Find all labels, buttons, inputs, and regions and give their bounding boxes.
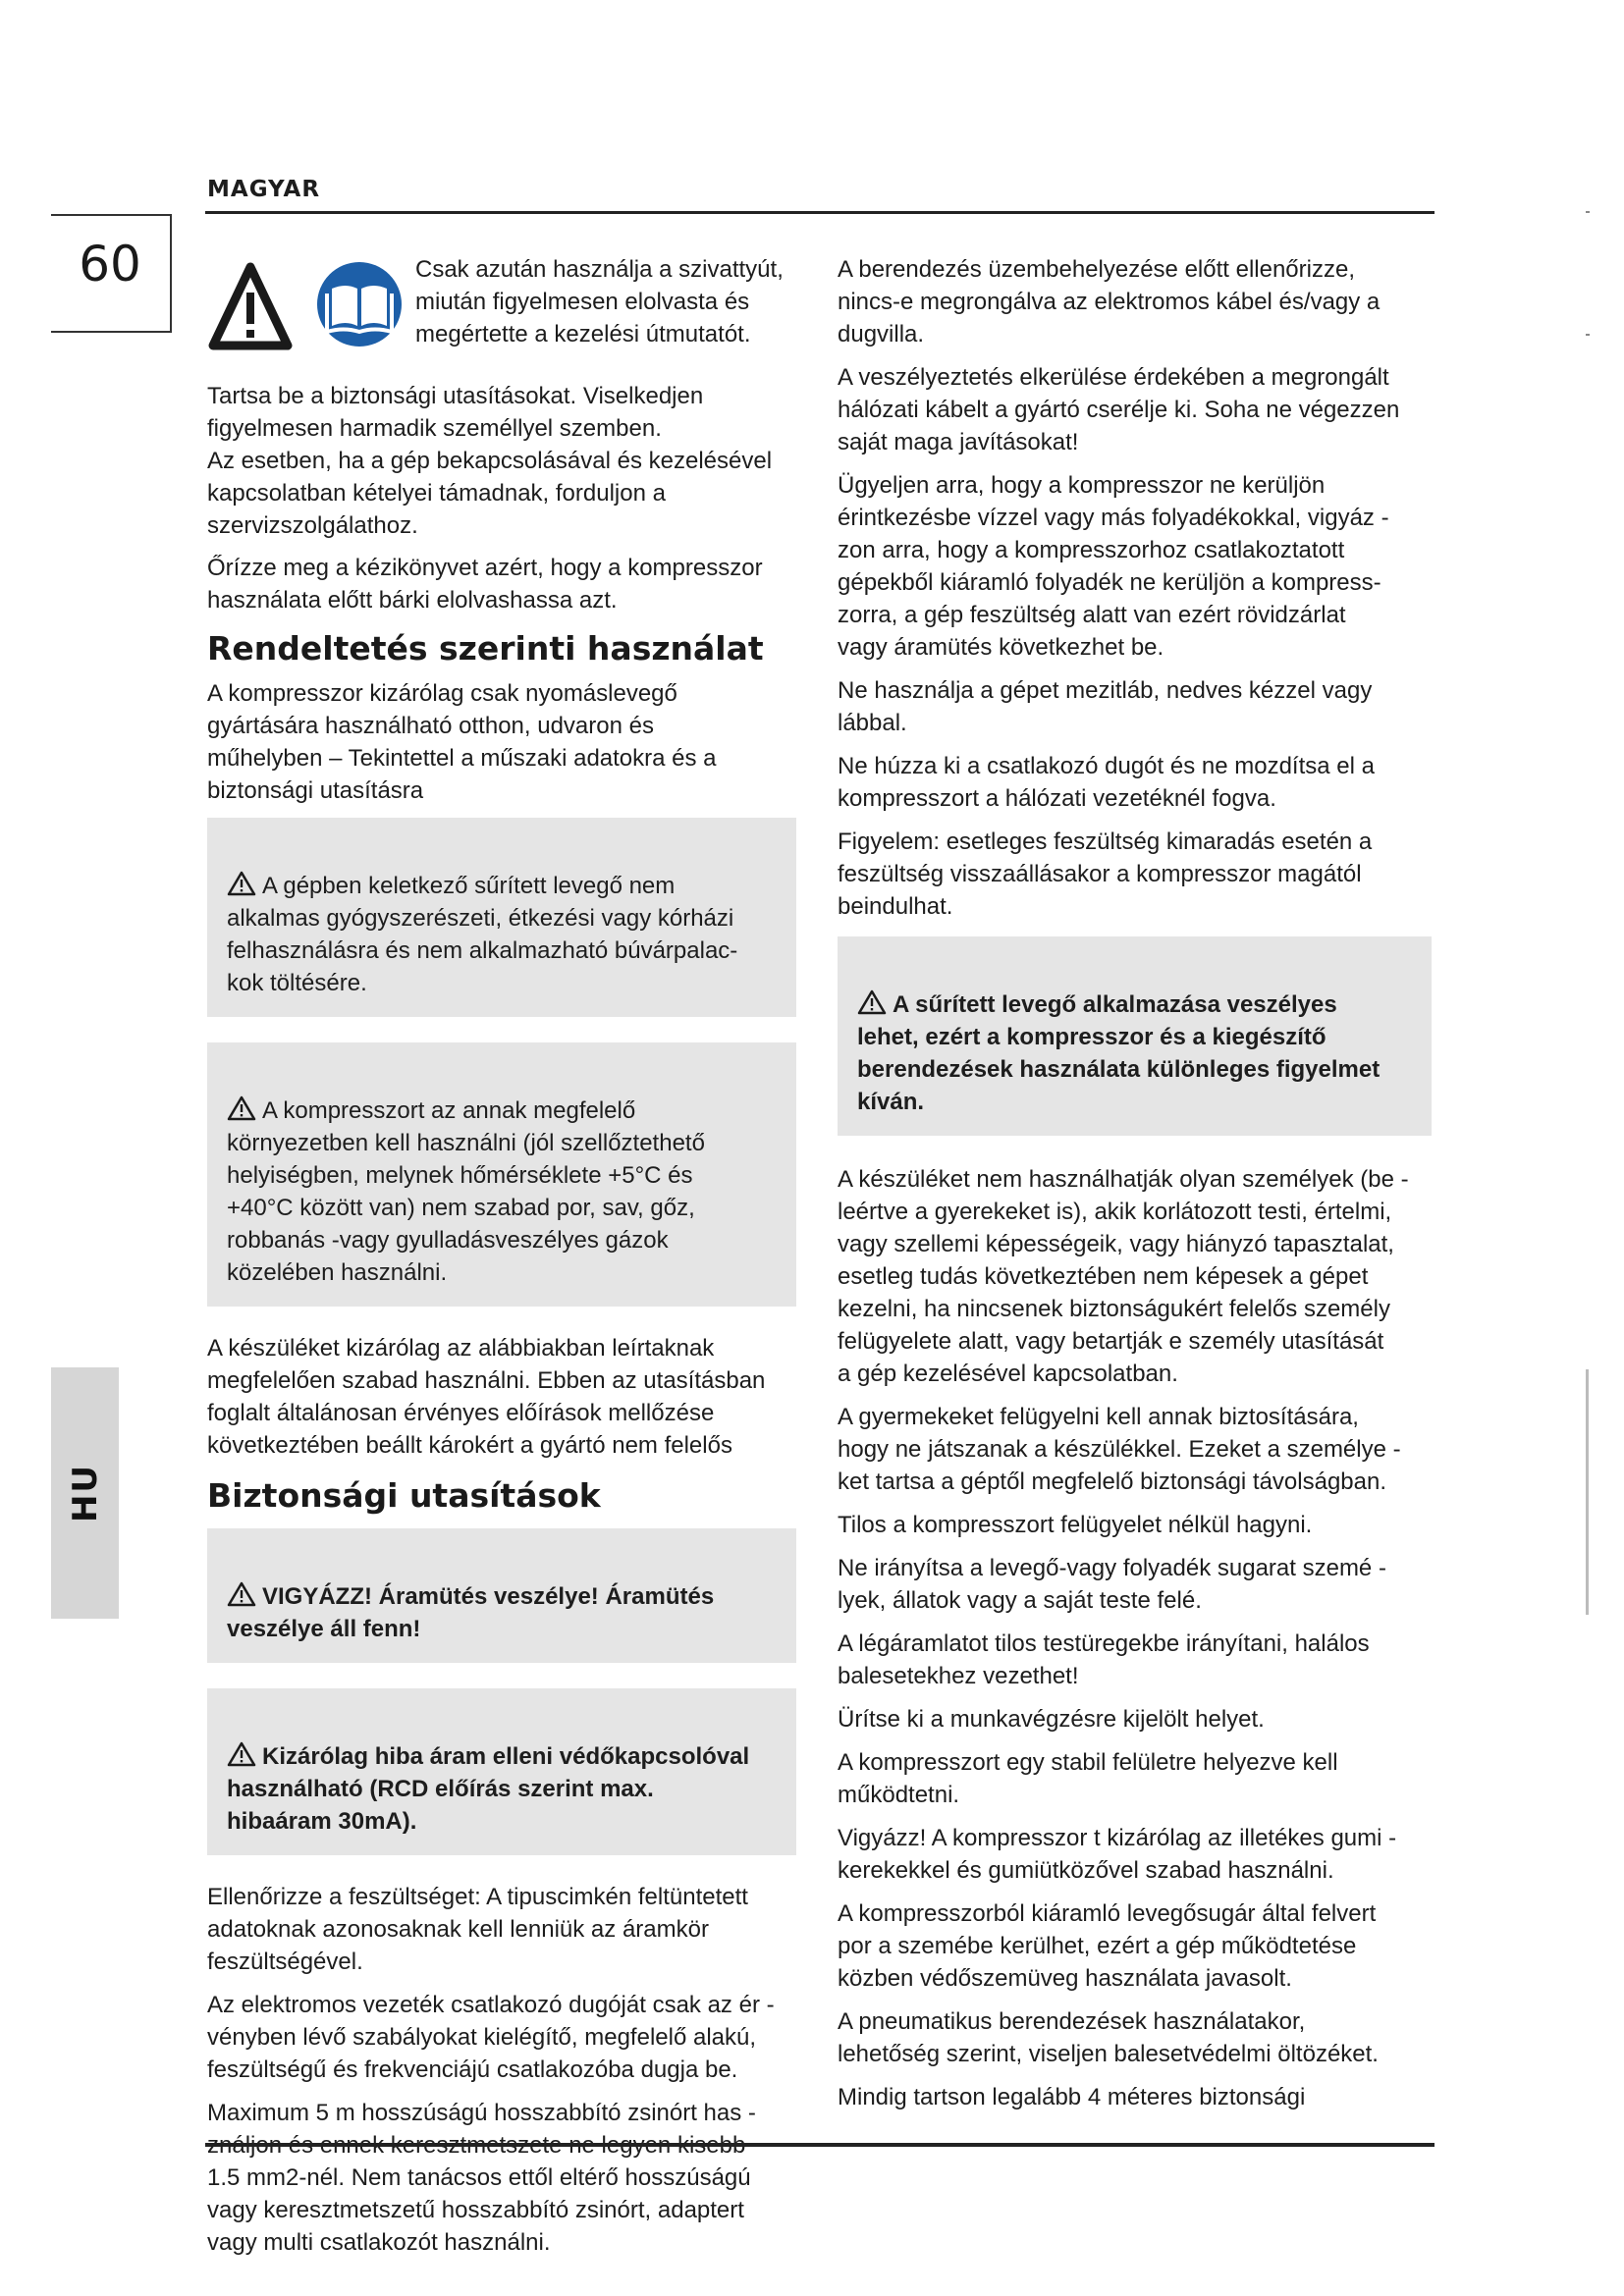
plug-paragraph: Az elektromos vezeték csatlakozó dugóját csak az ér - vényben lévő szabályokat kielégítő, megfelelő alakú, feszültségű és frekvenciájú csatlakozóba dugja be. [207,1992,775,2083]
restart-paragraph: Figyelem: esetleges feszültség kimaradás esetén a feszültség visszaállásakor a kompresszor magától beindulhat. [838,828,1373,920]
keep-manual-paragraph: Őrízze meg a kézikönyvet azért, hogy a kompresszor használata előtt bárki elolvashassa azt. [207,555,763,614]
warning-triangle-icon [227,1741,256,1767]
warning-triangle-icon [207,259,404,367]
top-rule [205,211,1435,214]
body-cavity-paragraph: A légáramlatot tilos testüregekbe irányítani, halálos balesetekhez vezethet! [838,1630,1370,1689]
clear-area-paragraph: Ürítse ki a munkavégzésre kijelölt helyet. [838,1706,1265,1733]
cable-replace-paragraph: A veszélyeztetés elkerülése érdekében a megrongált hálózati kábelt a gyártó cserélje ki. Soha ne végezzen saját maga javításokat! [838,364,1400,455]
page-number-box-topline [51,214,172,216]
edge-mark [1586,211,1590,213]
check-voltage-paragraph: Ellenőrizze a feszültséget: A tipuscimkén feltüntetett adatoknak azonosaknak kell lenniük az áramkör feszültségével. [207,1884,748,1975]
edge-mark [1586,334,1590,336]
warning-box [207,1528,796,1663]
page-number: 60 [79,236,141,293]
warning-text: A gépben keletkező sűrített levegő nem alkalmas gyógyszerészeti, étkezési vagy kórházi felhasználásra és nem alkalmazható búvárpalac- kok töltésére. [227,873,738,996]
usage-liability-paragraph: A készüléket kizárólag az alábbiakban leírtaknak megfelelően szabad használni. Ebben az utasításban foglalt általánosan érvényes előírások mellőzése következtében beállt károkért a gyártó nem felelős [207,1335,766,1459]
right-column [838,253,1432,2124]
intro-icons [207,259,404,367]
warning-box [207,1688,796,1855]
warning-box [207,1042,796,1307]
cable-check-paragraph: A berendezés üzembehelyezése előtt ellenőrizze, nincs-e megrongálva az elektromos kábel és/vagy a dugvilla. [838,256,1380,347]
extension-cord-paragraph: Maximum 5 m hosszúságú hosszabbító zsinórt has - 1.5 mm2-nél. Nem tanácsos ettől eltérő hosszúságú vagy keresztmetszetű hosszabbító zsinórt, adaptert vagy multi csatlakozót használni. [207,2100,756,2256]
restricted-persons-paragraph: A készüléket nem használhatják olyan személyek (be - leértve a gyerekeket is), akik korlátozott testi, értelmi, vagy szellemi képességeik, vagy hiányzó tapasztalat, esetleg tudás következtében nem képesek a gépet kezelni, ha nincsenek biztonságukért felelős személy felügyelete alatt, vagy betartják e személy utasítását a gép kezelésével kapcsolatban. [838,1166,1409,1387]
intended-use-paragraph: A kompresszor kizárólag csak nyomáslevegő gyártására használható otthon, udvaron és műhelyben – Tekintettel a műszaki adatokra és a biztonsági utasításra [207,680,717,804]
safety-intro-paragraph: Tartsa be a biztonsági utasításokat. Viselkedjen figyelmesen harmadik személlyel szemben. Az esetben, ha a gép bekapcsolásával és kezelésével kapcsolatban kételyei támadnak, forduljon a szervizszolgálathoz. [207,383,773,539]
unplug-paragraph: Ne húzza ki a csatlakozó dugót és ne mozdítsa el a kompresszort a hálózati vezetéknél fogva. [838,753,1375,812]
warning-box [838,936,1432,1136]
rubber-wheels-paragraph: Vigyázz! A kompresszor t kizárólag az illetékes gumi - kerekekkel és gumiütközővel szabad használni. [838,1825,1397,1884]
left-column [207,253,796,2269]
air-direction-paragraph: Ne irányítsa a levegő-vagy folyadék sugarat szemé - lyek, állatok vagy a saját teste felé. [838,1555,1386,1614]
warning-triangle-icon [227,871,256,896]
safety-heading: Biztonsági utasítások [207,1476,601,1515]
language-header: MAGYAR [207,177,321,202]
children-paragraph: A gyermekeket felügyelni kell annak biztosítására, hogy ne játszanak a készülékkel. Ezeket a személye - ket tartsa a géptől megfelelő biztonsági távolságban. [838,1404,1401,1495]
warning-triangle-icon [227,1581,256,1607]
language-side-tab [51,1367,119,1619]
edge-mark [1586,1369,1589,1615]
warning-box [207,818,796,1017]
liquid-paragraph: Ügyeljen arra, hogy a kompresszor ne kerüljön érintkezésbe vízzel vagy más folyadékokkal, vigyáz - zon arra, hogy a kompresszorhoz csatlakoztatott gépekből kiáramló folyadék ne kerüljön a kompress- zorra, a gép feszültség alatt van ezért rövidzárlat vagy áramütés következhet be. [838,472,1389,661]
language-side-tab-label: HU [65,1463,105,1523]
protective-clothing-paragraph: A pneumatikus berendezések használatakor, lehetőség szerint, viseljen balesetvédelmi öltözéket. [838,2008,1379,2067]
warning-text: A sűrített levegő alkalmazása veszélyes lehet, ezért a kompresszor és a kiegészítő berendezések használata különleges figyelmet kíván. [857,991,1380,1115]
warning-text: A kompresszort az annak megfelelő környezetben kell használni (jól szellőztethető helyiségben, melynek hőmérséklete +5°C és +40°C között van) nem szabad por, sav, gőz, robbanás -vagy gyulladásveszélyes gázok közelében használni. [227,1097,705,1286]
warning-text: Kizárólag hiba áram elleni védőkapcsolóval használható (RCD előírás szerint max. hibaáram 30mA). [227,1743,750,1835]
read-manual-icon [317,262,402,347]
goggles-paragraph: A kompresszorból kiáramló levegősugár által felvert por a szemébe kerülhet, ezért a gép működtetése közben védőszemüveg használata javasolt. [838,1900,1377,1992]
unattended-paragraph: Tilos a kompresszort felügyelet nélkül hagyni. [838,1512,1313,1538]
warning-triangle-icon [857,989,887,1015]
warning-text: VIGYÁZZ! Áramütés veszélye! Áramütés veszélye áll fenn! [227,1583,715,1642]
bottom-rule [205,2143,1435,2147]
warning-triangle-icon [227,1095,256,1121]
barefoot-paragraph: Ne használja a gépet mezitláb, nedves kézzel vagy lábbal. [838,677,1373,736]
intro-block [207,253,796,380]
safety-distance-paragraph: Mindig tartson legalább 4 méteres biztonsági [838,2084,1306,2110]
stable-surface-paragraph: A kompresszort egy stabil felületre helyezve kell működtetni. [838,1749,1338,1808]
intended-use-heading: Rendeltetés szerinti használat [207,629,764,667]
intro-text: Csak azután használja a szivattyút, miután figyelmesen elolvasta és megértette a kezelési útmutatót. [415,256,784,347]
